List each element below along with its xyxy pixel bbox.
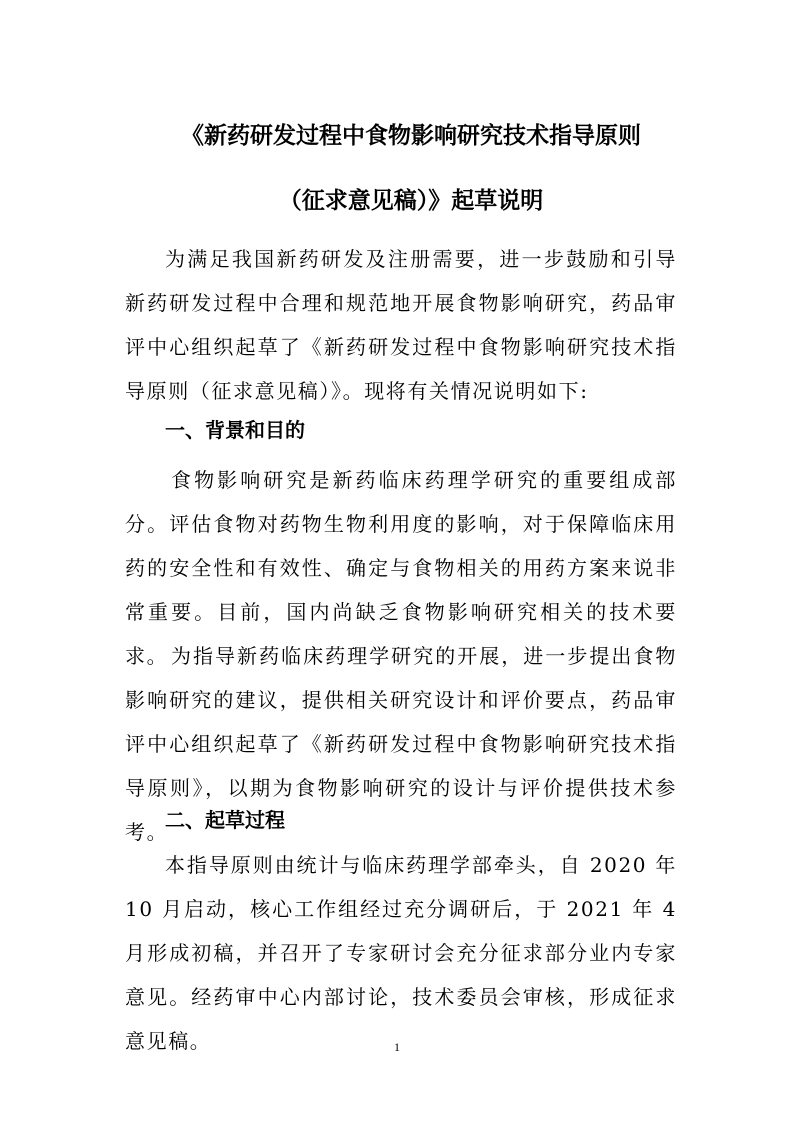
section-heading-drafting-process: 二、起草过程 (165, 808, 285, 832)
page-number: 1 (394, 1040, 400, 1054)
document-title-line-2: （征求意见稿）》起草说明 (278, 188, 544, 214)
background-paragraph-1: 食物影响研究是新药临床药理学研究的重要组成部分。评估食物对药物生物利用度的影响，对于保障临床用药的安全性和有效性、确定与食物相关的用药方案来说非常重要。目前，国内尚缺乏食物影响研究相关的技术要求。 (125, 468, 677, 668)
document-title-line-1: 《新药研发过程中食物影响研究技术指导原则 (181, 123, 641, 149)
intro-paragraph: 为满足我国新药研发及注册需要，进一步鼓励和引导新药研发过程中合理和规范地开展食物影响研究，药品审评中心组织起草了《新药研发过程中食物影响研究技术指导原则（征求意见稿）》。现将有关情况说明如下: (125, 247, 677, 403)
section-heading-background: 一、背景和目的 (165, 418, 305, 442)
background-paragraph-2: 为指导新药临床药理学研究的开展，进一步提出食物影响研究的建议，提供相关研究设计和评价要点，药品审评中心组织起草了《新药研发过程中食物影响研究技术指导原则》，以期为食物影响研究的设计与评价提供技术参考。 (125, 644, 677, 844)
drafting-process-paragraph: 本指导原则由统计与临床药理学部牵头，自 2020 年 10 月启动，核心工作组经过充分调研后，于 2021 年 4 月形成初稿，并召开了专家研讨会充分征求部分业内专家意见。经药审中心内部讨论，技术委员会审核，形成征求意见稿。 (125, 853, 677, 1053)
